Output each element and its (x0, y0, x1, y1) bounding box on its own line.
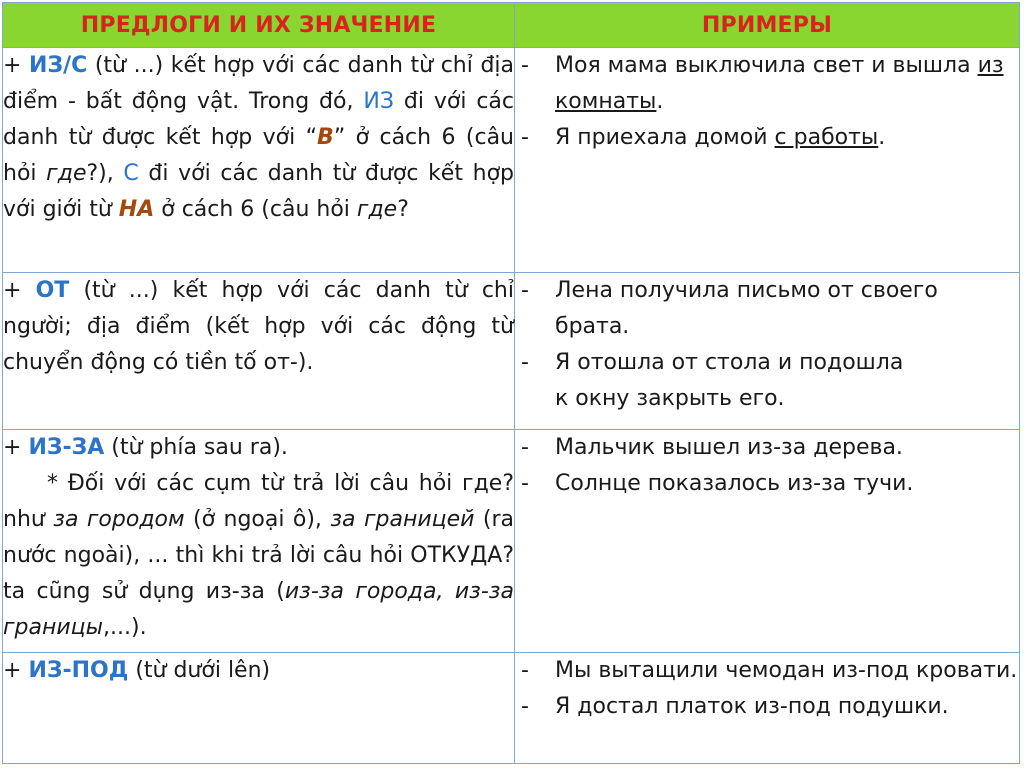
examples-cell-ot (515, 273, 1020, 430)
highlight-na: НА (118, 197, 155, 222)
plus-sign: + (3, 278, 36, 303)
meaning-text: đi với các danh từ được kết hợp với “ (3, 89, 515, 150)
examples-cell-iz-s (515, 48, 1020, 273)
list-item (515, 120, 1019, 156)
header-prepositions: ПРЕДЛОГИ И ИХ ЗНАЧЕНИЕ (3, 3, 515, 48)
header-examples: ПРИМЕРЫ (515, 3, 1020, 48)
dash-bullet: - (521, 53, 529, 78)
example-text: Мы вытащили чемодан из-под кровати. (555, 658, 1018, 683)
example-text: . (878, 125, 886, 150)
underlined-phrase: из комнаты (555, 53, 1004, 114)
underlined-phrase: с работы (774, 125, 879, 150)
dash-bullet: - (521, 435, 529, 460)
plus-sign: + (3, 658, 29, 683)
list-item (515, 345, 1019, 417)
note-text: ,...). (103, 615, 147, 640)
question-gde: где (46, 161, 87, 186)
example-text: Лена получила письмо от своего брата. (555, 278, 938, 339)
meaning-text: ở cách 6 (câu hỏi (154, 197, 357, 222)
examples-list (515, 653, 1019, 725)
dash-bullet: - (521, 471, 529, 496)
preposition-cell-iz-s (3, 48, 515, 273)
prepositions-table (2, 2, 1020, 764)
preposition-ot: ОТ (35, 278, 70, 303)
list-item (515, 689, 1019, 725)
preposition-cell-iz-za (3, 430, 515, 653)
preposition-iz-za: ИЗ-ЗА (28, 435, 105, 460)
examples-cell-iz-pod (515, 653, 1020, 764)
meaning-text: đi với các danh từ được kết hợp với giới từ (3, 161, 514, 222)
list-item (515, 430, 1019, 466)
examples-list (515, 430, 1019, 502)
list-item (515, 273, 1019, 345)
phrase-iz-za-examples: из-за города, из-за границы (3, 579, 514, 640)
preposition-cell-iz-pod (3, 653, 515, 764)
phrase-za-gorodom: за городом (53, 507, 185, 532)
phrase-za-granitsey: за границей (330, 507, 475, 532)
example-text: Солнце показалось из-за тучи. (555, 471, 914, 496)
question-gde: где (356, 197, 398, 222)
table-row (3, 48, 1020, 273)
plus-sign: + (3, 435, 29, 460)
highlight-v: В (317, 125, 334, 150)
dash-bullet: - (521, 278, 529, 303)
example-text: Я отошла от стола и подошла (555, 350, 904, 375)
meaning-text: ?), (86, 161, 124, 186)
meaning-text: ” ở cách 6 (câu hỏi (3, 125, 514, 186)
example-text: . (656, 89, 664, 114)
preposition-iz: ИЗ (363, 89, 394, 114)
list-item (515, 48, 1019, 120)
meaning-text: (từ ...) kết hợp với các danh từ chỉ địa điểm - bất động vật. Trong đó, (3, 53, 514, 114)
example-text: Мальчик вышел из-за дерева. (555, 435, 903, 460)
example-text: Я приехала домой (555, 125, 775, 150)
meaning-text: ? (397, 197, 409, 222)
plus-sign: + (3, 53, 30, 78)
note-text: (ở ngoại ô), (184, 507, 331, 532)
examples-cell-iz-za (515, 430, 1020, 653)
dash-bullet: - (521, 350, 529, 375)
list-item (515, 466, 1019, 502)
dash-bullet: - (521, 125, 529, 150)
example-text: Моя мама выключила свет и вышла (555, 53, 978, 78)
example-text-continued: к окну закрыть его. (555, 386, 785, 411)
meaning-text: (từ ...) kết hợp với các danh từ chỉ người; địa điểm (kết hợp với các động từ chuyển động có tiền tố от-). (3, 278, 514, 375)
examples-list (515, 273, 1019, 417)
examples-list (515, 48, 1019, 156)
dash-bullet: - (521, 694, 529, 719)
list-item (515, 653, 1019, 689)
preposition-cell-ot (3, 273, 515, 430)
meaning-text: (từ phía sau ra). (104, 435, 288, 460)
example-text: Я достал платок из-под подушки. (555, 694, 949, 719)
note-text: (ra nước ngoài), ... thì khi trả lời câu hỏi ОТКУДА? ta cũng sử dụng из-за ( (3, 507, 515, 604)
preposition-iz-s: ИЗ/С (29, 53, 88, 78)
table-row (3, 273, 1020, 430)
dash-bullet: - (521, 658, 529, 683)
note-text: * Đối với các cụm từ trả lời câu hỏi где? như (3, 471, 514, 532)
meaning-text: (từ dưới lên) (128, 658, 271, 683)
preposition-s: С (123, 161, 139, 186)
table-row (3, 653, 1020, 764)
table-header-row (3, 3, 1020, 48)
table-row (3, 430, 1020, 653)
preposition-iz-pod: ИЗ-ПОД (28, 658, 129, 683)
